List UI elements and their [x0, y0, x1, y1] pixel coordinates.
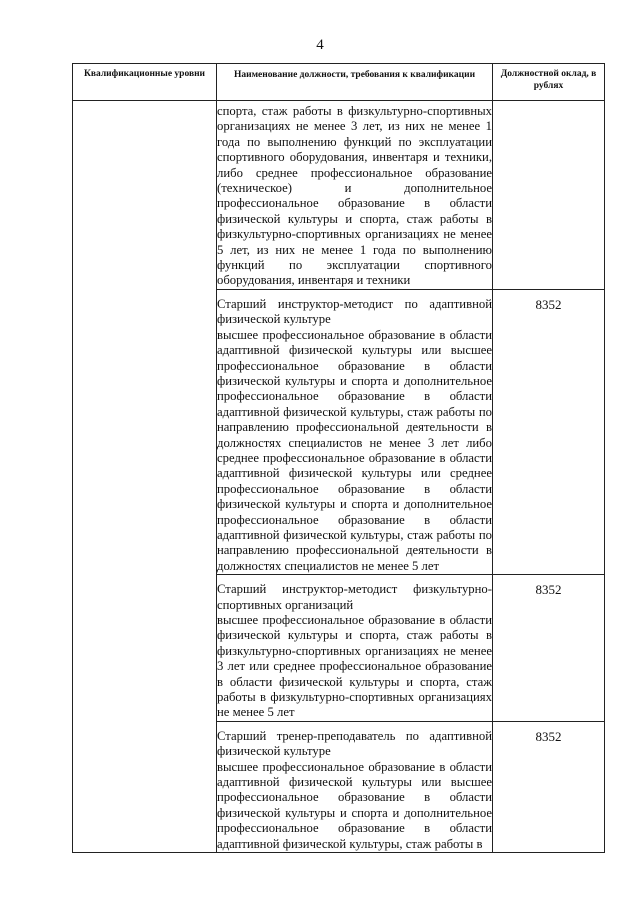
page-number: 4: [316, 37, 324, 53]
position-requirements: высшее профессиональное образование в области физической культуры и спорта, стаж работы в физкультурно-спортивных организациях не менее 3 лет или среднее профессиональное образование в области физической культуры и спорта, стаж работы в физкультурно-спортивных организациях не менее 5 лет: [217, 613, 492, 720]
position-requirements: высшее профессиональное образование в области адаптивной физической культуры или высшее профессиональное образование в области физической культуры и спорта и дополнительное профессиональное образование в области адаптивной физической культуры, стаж работы в: [217, 759, 492, 851]
position-cell: [217, 721, 493, 852]
salary-cell: 8352: [493, 721, 605, 852]
position-requirements: спорта, стаж работы в физкультурно-спортивных организациях не менее 3 лет, из них не менее 1 года по выполнению функций по эксплуатации спортивного оборудования, инвентаря и техники, либо среднее профессиональное образование (техническое) и дополнительное профессиональное образование в области физической культуры и спорта, стаж работы в физкультурно-спортивных организациях не менее 5 лет, из них не менее 1 года по выполнению функций по эксплуатации спортивного оборудования, инвентаря и техники: [217, 104, 492, 288]
salary-cell: 8352: [493, 575, 605, 722]
table-row: [73, 101, 605, 290]
salary-cell: 8352: [493, 289, 605, 574]
salary-cell: [493, 101, 605, 290]
position-title: Старший тренер-преподаватель по адаптивной физической культуре: [217, 728, 492, 759]
header-salary: Должностной оклад, в рублях: [493, 64, 605, 101]
header-level: Квалификационные уровни: [73, 64, 217, 101]
qualification-table: [72, 63, 605, 853]
table-header-row: [73, 64, 605, 101]
position-requirements: высшее профессиональное образование в области адаптивной физической культуры или высшее профессиональное образование в области физической культуры и спорта и дополнительное профессиональное образование в области адаптивной физической культуры, стаж работы по направлению профессиональной деятельности в должностях специалистов не менее 3 лет либо среднее профессиональное образование в области адаптивной физической культуры или среднее профессиональное образование в области физической культуры и спорта и дополнительное профессиональное образование в области адаптивной физической культуры, стаж работы по направлению профессиональной деятельности в должностях специалистов не менее 5 лет: [217, 327, 492, 573]
level-cell: [73, 101, 217, 853]
position-cell: [217, 575, 493, 722]
position-cell: [217, 101, 493, 290]
position-title: Старший инструктор-методист физкультурно-спортивных организаций: [217, 582, 492, 612]
header-position: Наименование должности, требования к квалификации: [217, 64, 493, 101]
position-title: Старший инструктор-методист по адаптивной физической культуре: [217, 296, 492, 327]
position-cell: [217, 289, 493, 574]
